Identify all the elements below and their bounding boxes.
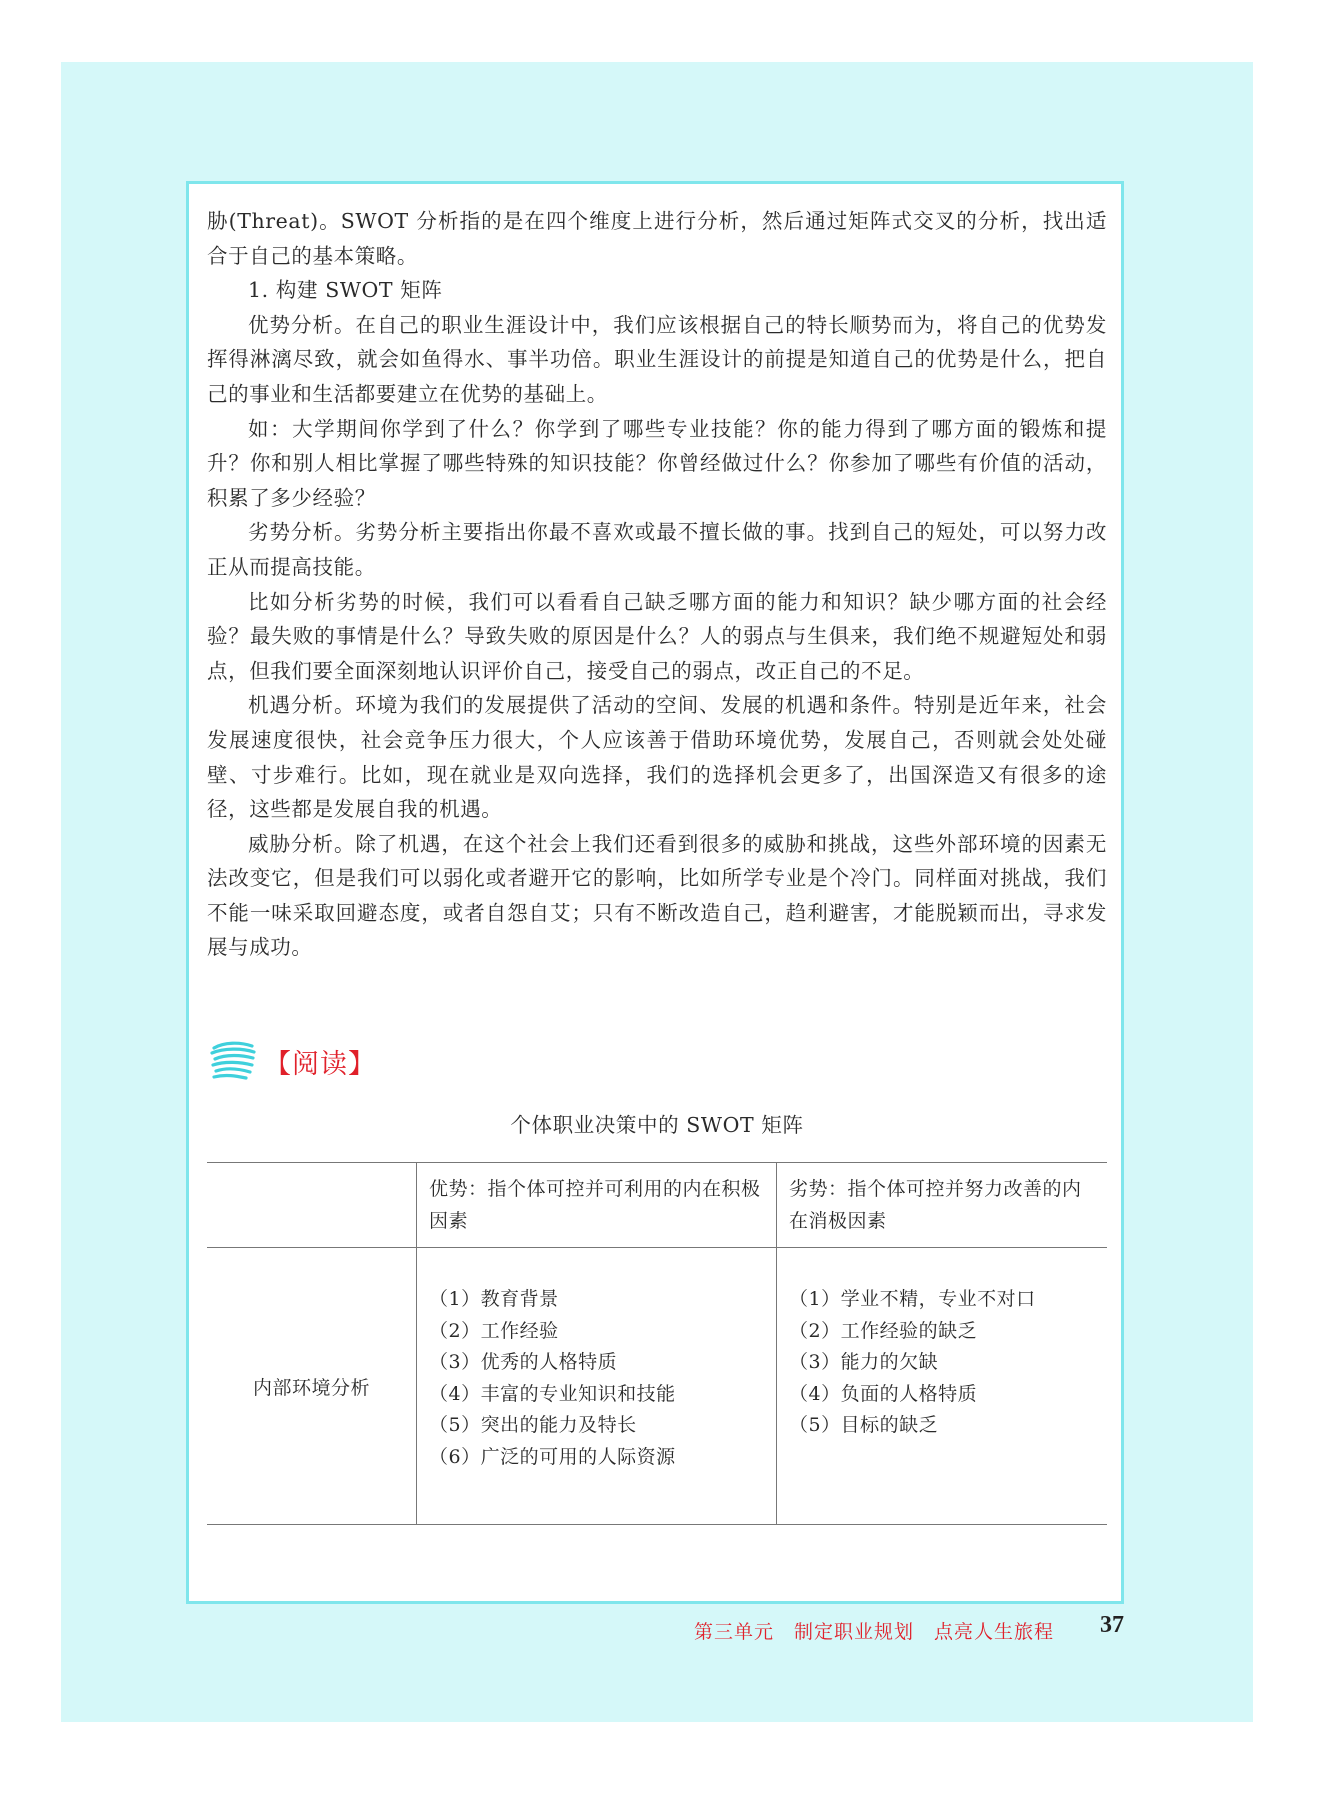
page-number: 37 <box>1100 1612 1124 1638</box>
row-label: 内部环境分析 <box>207 1248 417 1525</box>
body-text <box>207 204 1107 965</box>
paragraph: 威胁分析。除了机遇，在这个社会上我们还看到很多的威胁和挑战，这些外部环境的因素无法改变它，但是我们可以弱化或者避开它的影响，比如所学专业是个冷门。同样面对挑战，我们不能一味采取回避态度，或者自怨自艾；只有不断改造自己，趋利避害，才能脱颖而出，寻求发展与成功。 <box>207 831 1107 960</box>
weaknesses-list <box>777 1248 1108 1525</box>
header-strengths: 优势：指个体可控并可利用的内在积极因素 <box>417 1163 777 1248</box>
list-item: （3）能力的欠缺 <box>789 1351 939 1373</box>
paragraph: 机遇分析。环境为我们的发展提供了活动的空间、发展的机遇和条件。特别是近年来，社会发展速度很快，社会竞争压力很大，个人应该善于借助环境优势，发展自己，否则就会处处碰壁、寸步难行。比如，现在就业是双向选择，我们的选择机会更多了，出国深造又有很多的途径，这些都是发展自我的机遇。 <box>207 693 1107 822</box>
paragraph: 优势分析。在自己的职业生涯设计中，我们应该根据自己的特长顺势而为，将自己的优势发挥得淋漓尽致，就会如鱼得水、事半功倍。职业生涯设计的前提是知道自己的优势是什么，把自己的事业和生活都要建立在优势的基础上。 <box>207 312 1107 406</box>
list-item: （1）教育背景 <box>429 1288 559 1310</box>
table-caption: 个体职业决策中的 SWOT 矩阵 <box>510 1113 804 1137</box>
paragraph: 比如分析劣势的时候，我们可以看看自己缺乏哪方面的能力和知识？缺少哪方面的社会经验？最失败的事情是什么？导致失败的原因是什么？人的弱点与生俱来，我们绝不规避短处和弱点，但我们要全面深刻地认识评价自己，接受自己的弱点，改正自己的不足。 <box>207 589 1107 683</box>
header-weaknesses: 劣势：指个体可控并努力改善的内在消极因素 <box>777 1163 1108 1248</box>
list-item: （2）工作经验 <box>429 1319 559 1342</box>
list-item: （5）目标的缺乏 <box>789 1414 939 1436</box>
table-row <box>207 1248 1107 1525</box>
table-header-row <box>207 1163 1107 1248</box>
list-item: （6）广泛的可用的人际资源 <box>429 1445 676 1468</box>
running-footer: 第三单元 制定职业规划 点亮人生旅程 <box>693 1621 1054 1643</box>
header-blank-cell <box>207 1163 417 1248</box>
paragraph: 如：大学期间你学到了什么？你学到了哪些专业技能？你的能力得到了哪方面的锻炼和提升？你和别人相比掌握了哪些特殊的知识技能？你曾经做过什么？你参加了哪些有价值的活动，积累了多少经验？ <box>207 416 1107 510</box>
paragraph: 劣势分析。劣势分析主要指出你最不喜欢或最不擅长做的事。找到自己的短处，可以努力改正从而提高技能。 <box>207 520 1107 579</box>
list-item: （5）突出的能力及特长 <box>429 1414 637 1436</box>
list-item: （4）丰富的专业知识和技能 <box>429 1382 676 1405</box>
swot-table <box>207 1162 1107 1525</box>
reading-title: 【阅读】 <box>264 1048 376 1080</box>
section-heading: 1. 构建 SWOT 矩阵 <box>248 278 443 303</box>
reading-heading <box>206 1036 376 1086</box>
list-item: （1）学业不精，专业不对口 <box>789 1288 1036 1310</box>
list-item: （3）优秀的人格特质 <box>429 1351 618 1373</box>
list-item: （4）负面的人格特质 <box>789 1382 978 1405</box>
notebook-scribble-icon <box>206 1034 260 1088</box>
strengths-list <box>417 1248 777 1525</box>
list-item: （2）工作经验的缺乏 <box>789 1319 978 1342</box>
paragraph: 胁(Threat)。SWOT 分析指的是在四个维度上进行分析，然后通过矩阵式交叉的分析，找出适合于自己的基本策略。 <box>207 209 1107 268</box>
